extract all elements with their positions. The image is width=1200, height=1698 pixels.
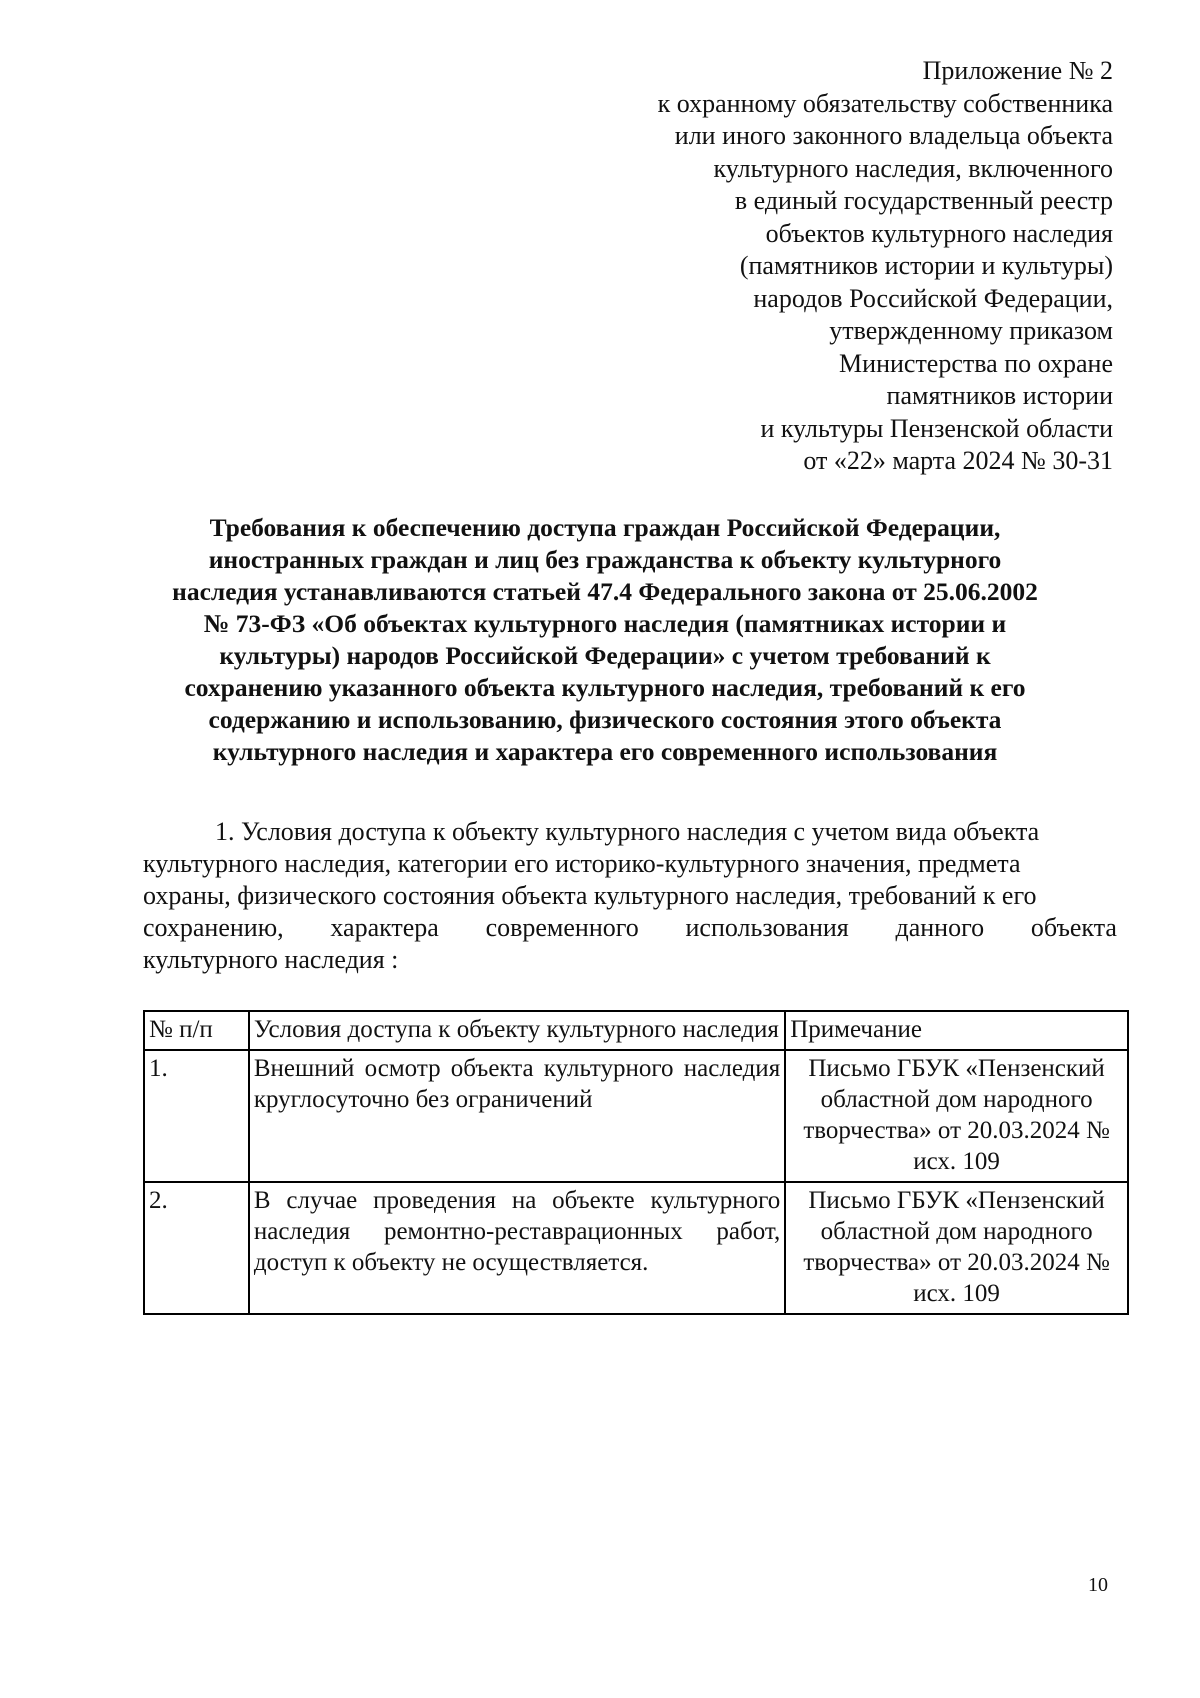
table-row — [144, 1182, 1128, 1314]
title-line: содержанию и использованию, физического состояния этого объекта — [208, 705, 1002, 734]
paragraph-line-justified — [143, 912, 1117, 944]
document-title — [140, 512, 1070, 768]
row-condition: В случае проведения на объекте культурного наследия ремонтно-реставрационных работ, доступ к объекту не осуществляется. — [249, 1182, 785, 1314]
header-line: культурного наследия, включенного — [713, 153, 1113, 183]
paragraph-line: культурного наследия : — [143, 945, 399, 974]
header-line: объектов культурного наследия — [765, 218, 1113, 248]
page-number: 10 — [1088, 1574, 1108, 1596]
table-header-row — [144, 1011, 1128, 1050]
header-note: Примечание — [785, 1011, 1128, 1050]
title-line: № 73-ФЗ «Об объектах культурного наследия (памятниках истории и — [203, 609, 1007, 638]
paragraph-line: культурного наследия, категории его историко-культурного значения, предмета — [143, 849, 1021, 878]
title-line: культурного наследия и характера его современного использования — [212, 737, 998, 766]
paragraph-line: охраны, физического состояния объекта культурного наследия, требований к его — [143, 881, 1037, 910]
paragraph-word: сохранению, — [143, 913, 284, 942]
title-line: сохранению указанного объекта культурного наследия, требований к его — [184, 673, 1026, 702]
table-row — [144, 1050, 1128, 1182]
header-line: утвержденному приказом — [829, 316, 1113, 345]
paragraph-word: современного — [485, 913, 639, 942]
paragraph-word: данного — [895, 913, 985, 942]
paragraph-line: 1. Условия доступа к объекту культурного наследия с учетом вида объекта — [215, 817, 1040, 846]
row-condition: Внешний осмотр объекта культурного наследия круглосуточно без ограничений — [249, 1050, 785, 1182]
title-line: наследия устанавливаются статьей 47.4 Федерального закона от 25.06.2002 — [172, 577, 1038, 606]
row-note: Письмо ГБУК «Пензенский областной дом народного творчества» от 20.03.2024 № исх. 109 — [785, 1182, 1128, 1314]
paragraph-word: использования — [685, 913, 849, 942]
header-number: № п/п — [144, 1011, 249, 1050]
header-line: Министерства по охране — [839, 348, 1113, 378]
appendix-header — [493, 55, 1113, 478]
paragraph-word: характера — [330, 913, 439, 942]
header-line: и культуры Пензенской области — [760, 413, 1113, 443]
header-condition: Условия доступа к объекту культурного наследия — [249, 1011, 785, 1050]
title-line: Требования к обеспечению доступа граждан Российской Федерации, — [209, 513, 1001, 542]
title-line: иностранных граждан и лиц без гражданства к объекту культурного — [208, 545, 1002, 574]
conditions-paragraph — [143, 816, 1117, 976]
header-line: народов Российской Федерации, — [753, 283, 1113, 313]
header-line: (памятников истории и культуры) — [739, 251, 1113, 280]
row-number: 2. — [144, 1182, 249, 1314]
row-number: 1. — [144, 1050, 249, 1182]
header-line: от «22» марта 2024 № 30-31 — [803, 446, 1113, 475]
header-line: к охранному обязательству собственника — [657, 88, 1113, 118]
paragraph-word: объекта — [1030, 913, 1117, 942]
header-line: памятников истории — [886, 381, 1113, 410]
header-line: в единый государственный реестр — [734, 186, 1113, 215]
header-line: или иного законного владельца объекта — [674, 121, 1113, 150]
access-conditions-table — [143, 1010, 1129, 1315]
header-line: Приложение № 2 — [922, 56, 1113, 85]
title-line: культуры) народов Российской Федерации» с учетом требований к — [219, 641, 991, 670]
row-note: Письмо ГБУК «Пензенский областной дом народного творчества» от 20.03.2024 № исх. 109 — [785, 1050, 1128, 1182]
